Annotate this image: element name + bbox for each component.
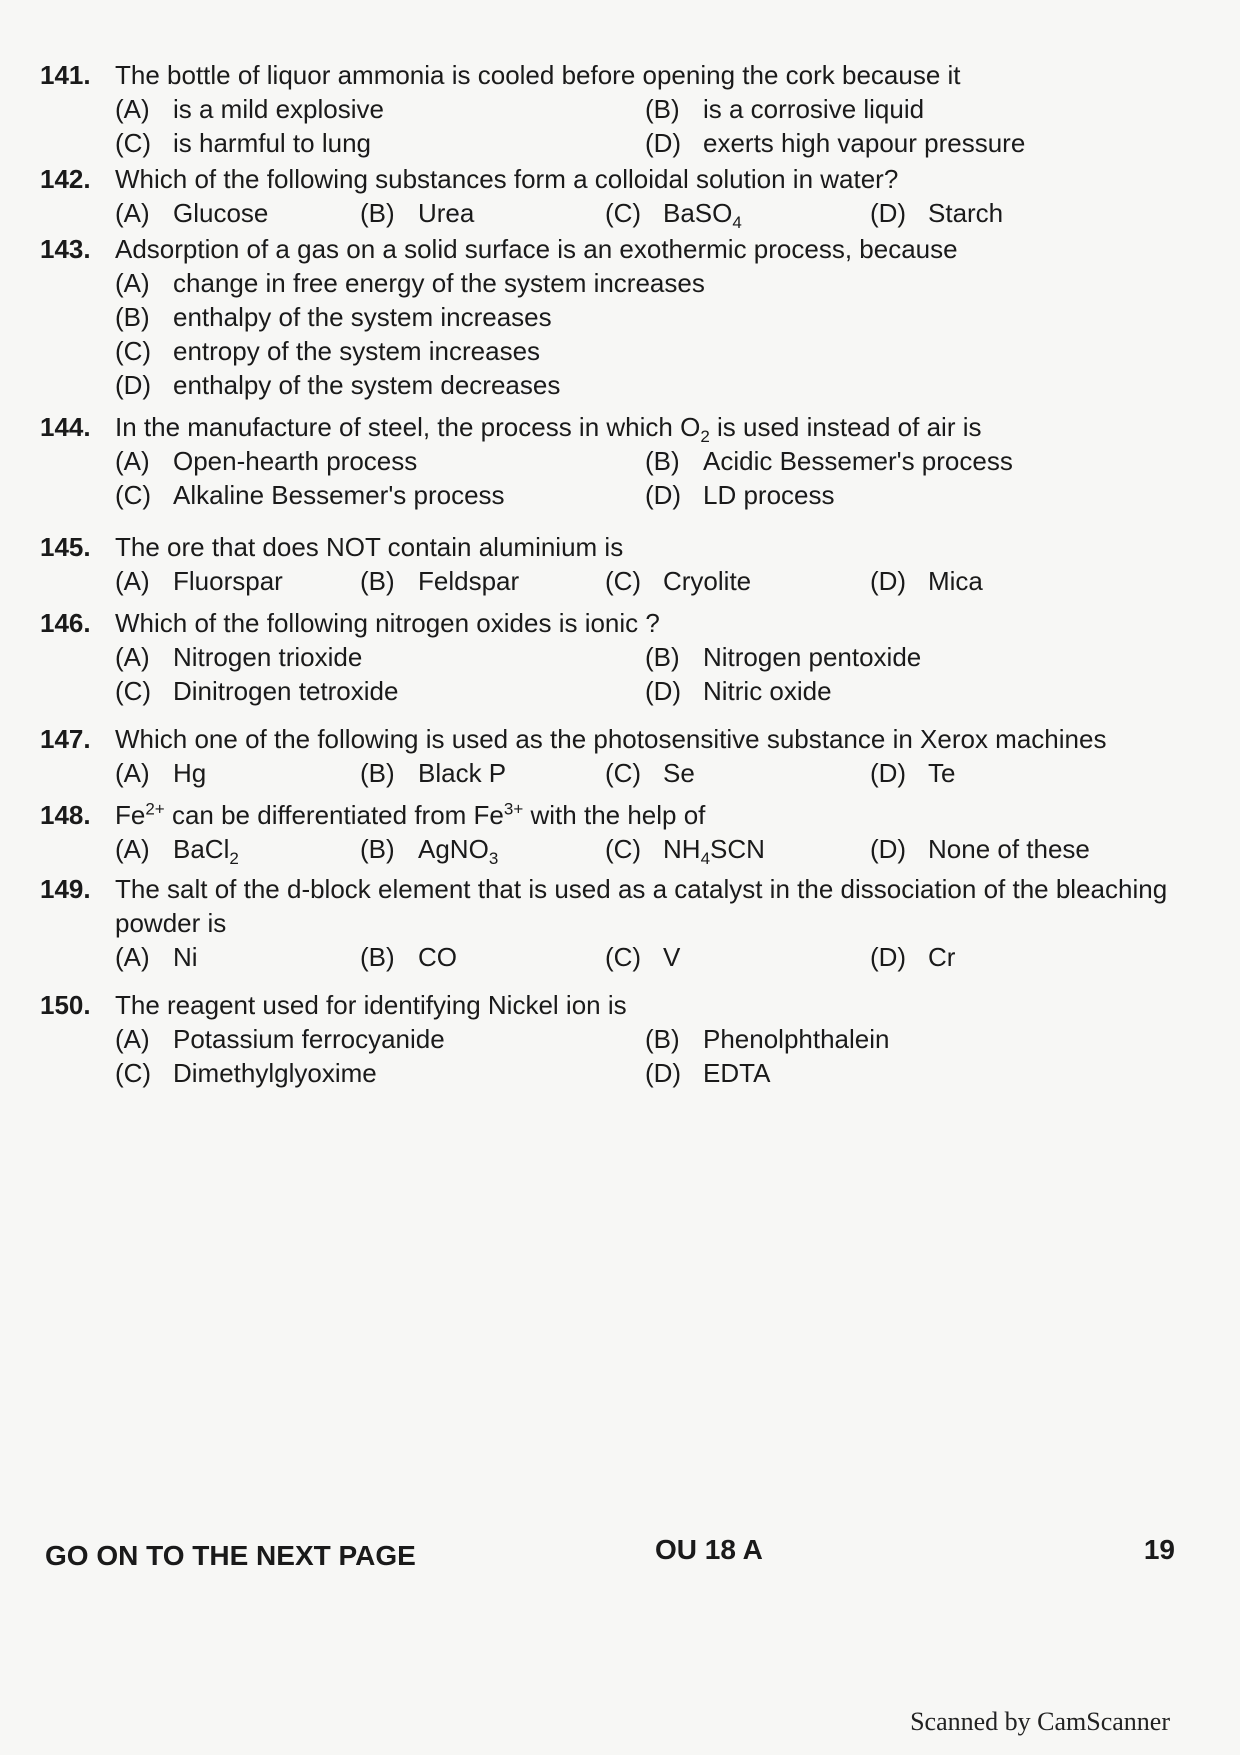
option-label: (D) <box>870 758 907 788</box>
answer-option: (A) Ni <box>115 942 198 972</box>
question-block <box>40 722 1200 790</box>
option-label: (A) <box>115 566 150 596</box>
option-label: (C) <box>115 676 152 706</box>
option-label: (A) <box>115 834 150 864</box>
answer-option: (D) Mica <box>870 566 983 596</box>
question-block <box>40 410 1200 512</box>
question-text: The reagent used for identifying Nickel ion is <box>115 990 627 1020</box>
question-block <box>40 988 1200 1090</box>
question-block <box>40 232 1200 402</box>
answer-option: (A) Fluorspar <box>115 566 283 596</box>
option-label: (A) <box>115 642 150 672</box>
question-block <box>40 58 1200 160</box>
options-list <box>115 196 1200 233</box>
answer-option: (C) V <box>605 942 681 972</box>
option-label: (D) <box>870 198 907 228</box>
answer-option: (D) Nitric oxide <box>645 676 832 706</box>
question-text: The salt of the d-block element that is used as a catalyst in the dissociation of the bleaching powder is <box>115 874 1168 938</box>
answer-option: (B) Nitrogen pentoxide <box>645 642 922 672</box>
option-label: (B) <box>360 566 395 596</box>
answer-option: (D) enthalpy of the system decreases <box>115 370 561 400</box>
option-label: (D) <box>870 942 907 972</box>
answer-option: (C) BaSO$_4$ <box>605 198 742 233</box>
answer-option: (D) EDTA <box>645 1058 771 1088</box>
answer-option: (C) Dinitrogen tetroxide <box>115 676 399 706</box>
option-label: (C) <box>605 566 642 596</box>
answer-option: (D) exerts high vapour pressure <box>645 128 1026 158</box>
answer-option: (B) Acidic Bessemer's process <box>645 446 1013 476</box>
question-stem <box>40 162 1200 196</box>
option-label: (B) <box>115 302 150 332</box>
question-number: 150. <box>40 990 91 1020</box>
subscript: 4 <box>732 213 742 233</box>
option-label: (D) <box>870 566 907 596</box>
subscript: 4 <box>700 849 711 869</box>
answer-option: (B) Urea <box>360 198 475 228</box>
question-number: 149. <box>40 874 91 904</box>
question-block <box>40 162 1200 233</box>
option-label: (C) <box>605 758 642 788</box>
answer-option: (D) None of these <box>870 834 1090 864</box>
options-list <box>115 640 1200 708</box>
answer-option: (C) is harmful to lung <box>115 128 371 158</box>
option-label: (A) <box>115 446 150 476</box>
scanner-watermark: Scanned by CamScanner <box>910 1707 1170 1736</box>
question-text: The ore that does NOT contain aluminium is <box>115 532 624 562</box>
question-stem <box>40 988 1200 1022</box>
option-label: (A) <box>115 758 150 788</box>
answer-option: (A) Glucose <box>115 198 269 228</box>
question-stem <box>40 722 1200 756</box>
options-list <box>115 1022 1200 1090</box>
answer-option: (A) Nitrogen trioxide <box>115 642 363 672</box>
subscript: 3 <box>488 849 499 869</box>
answer-option: (A) is a mild explosive <box>115 94 384 124</box>
answer-option: (A) Hg <box>115 758 207 788</box>
answer-option: (D) Starch <box>870 198 1004 228</box>
question-stem <box>40 530 1200 564</box>
answer-option: (B) Phenolphthalein <box>645 1024 890 1054</box>
options-list <box>115 92 1200 160</box>
question-text: Which one of the following is used as the photosensitive substance in Xerox machines <box>115 724 1107 754</box>
option-label: (C) <box>605 942 642 972</box>
next-page-note: GO ON TO THE NEXT PAGE <box>45 1540 416 1571</box>
option-label: (B) <box>360 198 395 228</box>
question-stem <box>40 606 1200 640</box>
options-list <box>115 756 1200 790</box>
option-label: (C) <box>115 1058 152 1088</box>
option-label: (C) <box>115 128 152 158</box>
options-list <box>115 940 1200 974</box>
question-number: 147. <box>40 724 91 754</box>
answer-option: (B) is a corrosive liquid <box>645 94 925 124</box>
question-number: 143. <box>40 234 91 264</box>
question-stem <box>40 232 1200 266</box>
option-label: (D) <box>645 480 682 510</box>
question-text: In the manufacture of steel, the process in which $O_2$ is used instead of air is <box>115 412 982 447</box>
page-number: 19 <box>1143 1534 1175 1565</box>
answer-option: (C) entropy of the system increases <box>115 336 541 366</box>
question-number: 148. <box>40 800 91 830</box>
answer-option: (B) Black P <box>360 758 507 788</box>
answer-option: (D) Te <box>870 758 956 788</box>
question-stem <box>40 798 1200 832</box>
answer-option: (C) Dimethylglyoxime <box>115 1058 377 1088</box>
option-label: (D) <box>645 128 682 158</box>
answer-option: (A) Open-hearth process <box>115 446 418 476</box>
superscript: 2+ <box>145 799 165 819</box>
answer-option: (A) change in free energy of the system increases <box>115 268 705 298</box>
subscript: 2 <box>229 849 239 869</box>
superscript: 3+ <box>503 799 524 819</box>
option-label: (C) <box>115 480 152 510</box>
option-label: (B) <box>645 94 680 124</box>
question-text: Which of the following substances form a colloidal solution in water? <box>115 164 899 194</box>
answer-option: (C) Se <box>605 758 695 788</box>
option-label: (D) <box>645 1058 682 1088</box>
answer-option: (B) enthalpy of the system increases <box>115 302 552 332</box>
option-label: (C) <box>605 834 642 864</box>
options-list <box>115 266 1200 402</box>
options-list <box>115 444 1200 512</box>
option-label: (D) <box>870 834 907 864</box>
question-stem <box>40 872 1200 940</box>
question-text: The bottle of liquor ammonia is cooled before opening the cork because it <box>115 60 961 90</box>
option-label: (C) <box>115 336 152 366</box>
option-label: (A) <box>115 94 150 124</box>
answer-option: (D) Cr <box>870 942 956 972</box>
question-number: 145. <box>40 532 91 562</box>
question-text: Which of the following nitrogen oxides is ionic ? <box>115 608 660 638</box>
answer-option: (A) Potassium ferrocyanide <box>115 1024 445 1054</box>
answer-option: (D) LD process <box>645 480 835 510</box>
option-label: (B) <box>645 1024 680 1054</box>
answer-option: (B) AgNO$_3$ <box>360 834 499 869</box>
answer-option: (C) Alkaline Bessemer's process <box>115 480 505 510</box>
question-number: 144. <box>40 412 91 442</box>
question-stem <box>40 58 1200 92</box>
option-label: (B) <box>645 642 680 672</box>
question-number: 142. <box>40 164 91 194</box>
answer-option: (B) Feldspar <box>360 566 520 596</box>
option-label: (D) <box>645 676 682 706</box>
option-label: (D) <box>115 370 152 400</box>
question-text: Adsorption of a gas on a solid surface is an exothermic process, because <box>115 234 958 264</box>
question-text: $Fe^{2+}$ can be differentiated from $Fe^{3+}$ with the help of <box>115 799 706 830</box>
question-block <box>40 530 1200 598</box>
question-block <box>40 872 1200 974</box>
answer-option: (C) Cryolite <box>605 566 752 596</box>
option-label: (C) <box>605 198 642 228</box>
option-label: (B) <box>360 758 395 788</box>
option-label: (A) <box>115 268 150 298</box>
options-list <box>115 564 1200 598</box>
answer-option: (C) $NH_4SCN$ <box>605 834 765 869</box>
question-number: 141. <box>40 60 91 90</box>
option-label: (B) <box>360 942 395 972</box>
answer-option: (A) BaCl$_2$ <box>115 834 239 869</box>
option-label: (A) <box>115 942 150 972</box>
answer-option: (B) CO <box>360 942 457 972</box>
question-number: 146. <box>40 608 91 638</box>
paper-code: OU 18 A <box>655 1534 763 1565</box>
subscript: 2 <box>700 427 710 447</box>
options-list <box>115 832 1200 869</box>
question-block <box>40 798 1200 869</box>
option-label: (A) <box>115 1024 150 1054</box>
question-block <box>40 606 1200 708</box>
option-label: (B) <box>360 834 395 864</box>
option-label: (B) <box>645 446 680 476</box>
question-stem <box>40 410 1200 447</box>
option-label: (A) <box>115 198 150 228</box>
